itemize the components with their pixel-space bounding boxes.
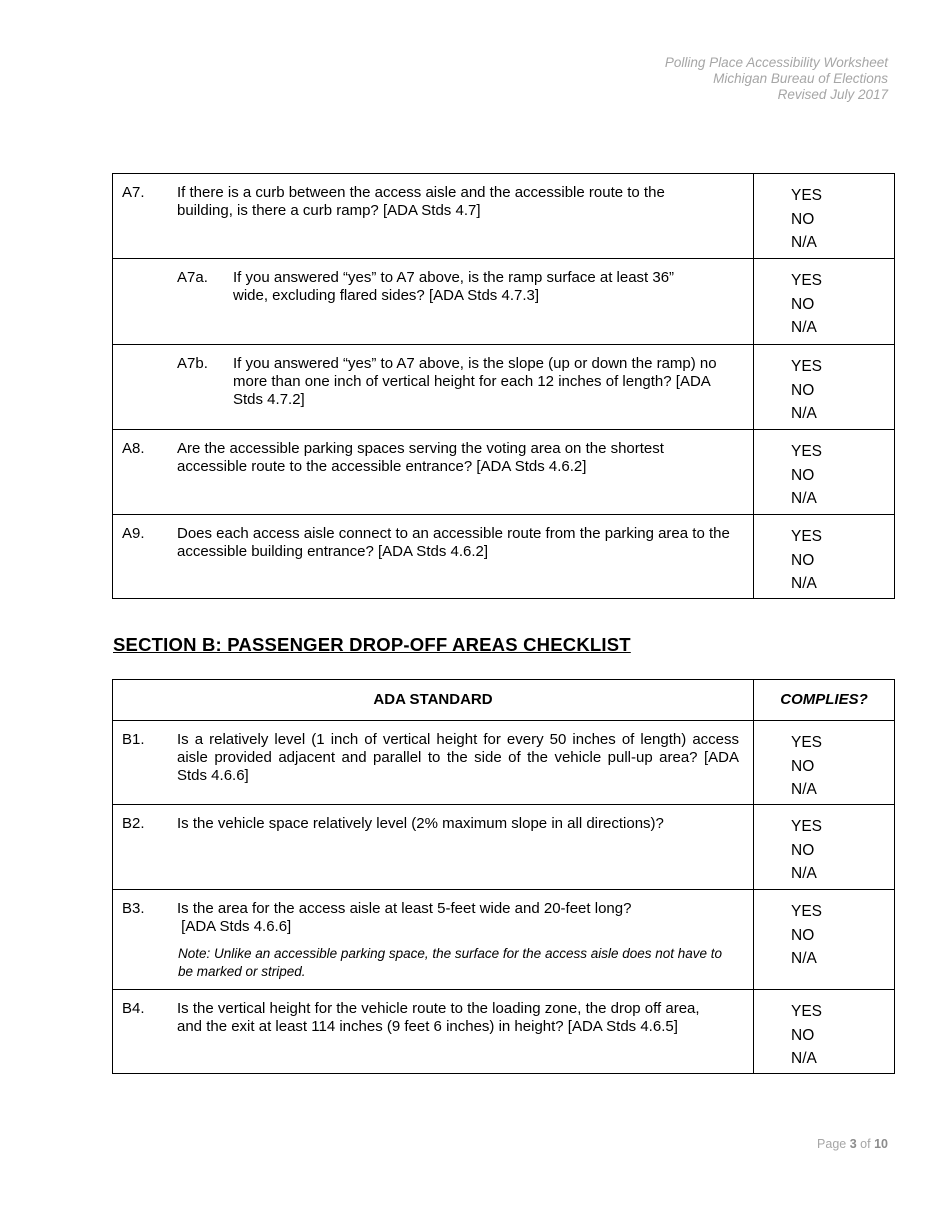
question-number: A9. <box>122 525 145 542</box>
question-number: B3. <box>122 900 145 917</box>
table-row <box>113 174 895 259</box>
answer-na[interactable]: N/A <box>791 865 817 882</box>
table-row <box>113 990 895 1074</box>
column-header-standard: ADA STANDARD <box>113 680 754 721</box>
answer-options <box>754 259 894 340</box>
question-text: If you answered “yes” to A7 above, is the slope (up or down the ramp) no more than one inch of vertical height for each 12 inches of length? [ADA Stds 4.7.2] <box>233 355 717 408</box>
answer-no[interactable]: NO <box>791 926 815 944</box>
question-text: If you answered “yes” to A7 above, is the ramp surface at least 36” wide, excluding flared sides? [ADA Stds 4.7.3] <box>233 269 675 304</box>
question-text-line: Is the area for the access aisle at least 5-feet wide and 20-feet long? <box>177 900 632 917</box>
answer-na[interactable]: N/A <box>791 1050 817 1067</box>
table-header-row <box>113 680 895 721</box>
question-number: B2. <box>122 815 145 832</box>
answer-options <box>754 890 894 971</box>
answer-yes[interactable]: YES <box>791 818 823 835</box>
answer-no[interactable]: NO <box>791 295 815 313</box>
answer-options <box>754 515 894 596</box>
header-agency: Michigan Bureau of Elections <box>713 71 888 86</box>
answer-yes[interactable]: YES <box>791 358 823 375</box>
answer-yes[interactable]: YES <box>791 734 823 751</box>
section-b-table <box>112 679 895 1074</box>
section-a-table <box>112 173 895 599</box>
table-row <box>113 721 895 805</box>
of-label: of <box>860 1137 871 1151</box>
question-number: A7b. <box>177 355 208 372</box>
page-label: Page <box>817 1137 847 1151</box>
answer-options <box>754 721 894 802</box>
question-text: Are the accessible parking spaces serving the voting area on the shortest accessible route to the accessible entrance? [ADA Stds 4.6.2] <box>177 440 664 475</box>
answer-options <box>754 430 894 511</box>
table-row <box>113 345 895 430</box>
answer-options <box>754 805 894 886</box>
question-text <box>177 900 739 936</box>
table-row <box>113 430 895 515</box>
answer-no[interactable]: NO <box>791 551 815 569</box>
answer-options <box>754 990 894 1071</box>
table-row <box>113 515 895 599</box>
answer-na[interactable]: N/A <box>791 234 817 251</box>
answer-no[interactable]: NO <box>791 381 815 399</box>
answer-options <box>754 345 894 426</box>
answer-options <box>754 174 894 255</box>
page-number <box>817 1137 888 1151</box>
question-number: A7. <box>122 184 145 201</box>
question-reference: [ADA Stds 4.6.6] <box>177 918 292 935</box>
answer-yes[interactable]: YES <box>791 187 823 204</box>
question-note: Note: Unlike an accessible parking space, the surface for the access aisle does not have to be marked or striped. <box>178 946 723 979</box>
answer-yes[interactable]: YES <box>791 1003 823 1020</box>
question-number: A7a. <box>177 269 208 286</box>
question-text: Does each access aisle connect to an accessible route from the parking area to the accessible building entrance? [ADA Stds 4.6.2] <box>177 525 730 560</box>
answer-na[interactable]: N/A <box>791 575 817 592</box>
answer-no[interactable]: NO <box>791 1026 815 1044</box>
document-header <box>665 55 888 103</box>
answer-yes[interactable]: YES <box>791 903 823 920</box>
current-page: 3 <box>849 1137 857 1151</box>
answer-na[interactable]: N/A <box>791 405 817 422</box>
answer-no[interactable]: NO <box>791 841 815 859</box>
answer-na[interactable]: N/A <box>791 781 817 798</box>
question-text: If there is a curb between the access aisle and the accessible route to the building, is there a curb ramp? [ADA Stds 4.7] <box>177 184 665 219</box>
question-text: Is a relatively level (1 inch of vertical height for every 50 inches of length) access aisle provided adjacent and parallel to the side of the vehicle pull-up area? [ADA Stds 4.6.6] <box>177 731 739 784</box>
question-number: B1. <box>122 731 145 748</box>
question-text: Is the vehicle space relatively level (2% maximum slope in all directions)? <box>177 815 664 832</box>
table-row <box>113 890 895 990</box>
answer-yes[interactable]: YES <box>791 272 823 289</box>
table-row <box>113 259 895 345</box>
answer-yes[interactable]: YES <box>791 443 823 460</box>
header-revision: Revised July 2017 <box>777 87 888 102</box>
header-title: Polling Place Accessibility Worksheet <box>664 55 888 70</box>
answer-na[interactable]: N/A <box>791 490 817 507</box>
question-text: Is the vertical height for the vehicle route to the loading zone, the drop off area, and the exit at least 114 inches (9 feet 6 inches) in height? [ADA Stds 4.6.5] <box>177 1000 700 1035</box>
total-pages: 10 <box>874 1137 888 1151</box>
answer-yes[interactable]: YES <box>791 528 823 545</box>
question-number: B4. <box>122 1000 145 1017</box>
answer-na[interactable]: N/A <box>791 319 817 336</box>
answer-no[interactable]: NO <box>791 210 815 228</box>
section-b-title: SECTION B: PASSENGER DROP-OFF AREAS CHECKLIST <box>113 634 631 655</box>
table-row <box>113 805 895 890</box>
answer-no[interactable]: NO <box>791 466 815 484</box>
answer-na[interactable]: N/A <box>791 950 817 967</box>
question-number: A8. <box>122 440 145 457</box>
column-header-complies: COMPLIES? <box>754 680 895 721</box>
answer-no[interactable]: NO <box>791 757 815 775</box>
